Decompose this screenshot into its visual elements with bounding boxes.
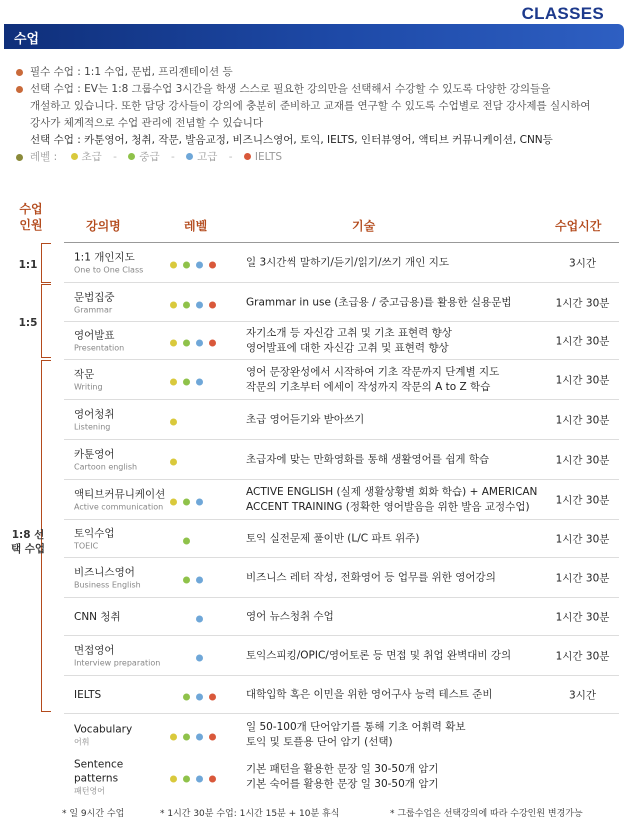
beginner-dot-icon: [170, 458, 177, 465]
footnote-daily-hours: * 일 9시간 수업: [62, 809, 125, 819]
beginner-dot-icon: [170, 301, 177, 308]
ielts-dot-icon: [209, 734, 216, 741]
course-time: 1시간 30분: [555, 335, 610, 347]
course-name: [74, 723, 169, 748]
course-name: [74, 290, 169, 315]
course-name-ko: 영어발표: [74, 329, 115, 341]
course-name: [74, 758, 169, 797]
course-levels: [170, 529, 230, 548]
required-text: 필수 수업 : 1:1 수업, 문법, 프리젠테이션 등: [30, 66, 233, 78]
course-name-en: Business English: [74, 580, 141, 589]
course-levels: [170, 607, 230, 626]
course-levels: [170, 685, 230, 704]
section-header-bar: [4, 24, 624, 49]
course-description: 대학입학 혹은 이민을 위한 영어구사 능력 테스트 준비: [246, 688, 493, 700]
level-ielts: IELTS: [254, 151, 283, 163]
course-name: [74, 250, 169, 275]
course-name: [74, 643, 169, 668]
header-class-time: 수업시간: [555, 219, 602, 233]
course-time: 1시간 30분: [555, 297, 610, 309]
course-name-ko: 액티브커뮤니케이션: [74, 488, 166, 500]
course-levels: [170, 568, 230, 587]
intermediate-dot-icon: [183, 498, 190, 505]
intro-required: [14, 64, 614, 81]
footnote-group-size: * 그룹수업은 선택강의에 따라 수강인원 변경가능: [390, 809, 583, 819]
bullet-icon: [16, 69, 23, 76]
course-time: 1시간 30분: [555, 572, 610, 584]
course-levels: [170, 331, 230, 350]
course-time: 1시간 30분: [555, 611, 610, 623]
course-name-en: 어휘: [74, 737, 90, 747]
advanced-dot-icon: [196, 615, 203, 622]
course-name-en: Presentation: [74, 343, 125, 352]
advanced-dot-icon: [196, 378, 203, 385]
table-row: [64, 400, 619, 440]
course-name-en: Listening: [74, 422, 111, 431]
course-description: 영어 문장완성에서 시작하여 기초 작문까지 단계별 지도 작문의 기초부터 에세이 작성까지 작문의 A to Z 학습: [246, 365, 500, 393]
table-row: [64, 714, 619, 756]
course-time: 1시간 30분: [555, 414, 610, 426]
ielts-dot-icon: [209, 693, 216, 700]
course-description: Grammar in use (초급용 / 중고급용)를 활용한 실용문법: [246, 296, 512, 308]
advanced-dot-icon: [196, 301, 203, 308]
table-row: [64, 598, 619, 636]
advanced-dot-icon: [196, 776, 203, 783]
advanced-dot-icon: [196, 654, 203, 661]
table-row: [64, 284, 619, 322]
intro-section: [14, 64, 614, 166]
ielts-dot-icon: [209, 776, 216, 783]
beginner-dot-icon: [170, 498, 177, 505]
table-row: [64, 558, 619, 598]
course-time: 1시간 30분: [555, 533, 610, 545]
course-time: 1시간 30분: [555, 374, 610, 386]
course-name-ko: IELTS: [74, 688, 102, 701]
course-levels: [170, 253, 230, 272]
course-description: 영어 뉴스청취 수업: [246, 610, 334, 622]
ielts-dot-icon: [244, 153, 251, 160]
beginner-dot-icon: [71, 153, 78, 160]
level-legend: 레벨 : 초급 - 중급 - 고급 - IELTS: [14, 149, 614, 166]
header-course-name: 강의명: [86, 219, 121, 233]
group-label-1to5: 1:5: [18, 317, 38, 329]
course-name-en: 패턴영어: [74, 786, 105, 796]
beginner-dot-icon: [170, 734, 177, 741]
course-name-ko: 토익수업: [74, 527, 115, 539]
table-row: [64, 756, 619, 798]
intermediate-dot-icon: [128, 153, 135, 160]
level-beginner: 초급: [81, 151, 102, 163]
advanced-dot-icon: [196, 339, 203, 346]
advanced-dot-icon: [196, 498, 203, 505]
course-description: 토익 실전문제 풀이반 (L/C 파트 위주): [246, 532, 420, 544]
course-description: 자기소개 등 자신감 고취 및 기초 표현력 향상 영어발표에 대한 자신감 고취 및 표현력 향상: [246, 326, 452, 354]
course-name: [74, 447, 169, 472]
course-time: 3시간: [569, 257, 596, 269]
beginner-dot-icon: [170, 339, 177, 346]
course-name-ko: 문법집중: [74, 291, 115, 303]
ielts-dot-icon: [209, 301, 216, 308]
course-name: [74, 367, 169, 392]
advanced-dot-icon: [196, 576, 203, 583]
course-name-ko: 비즈니스영어: [74, 566, 135, 578]
course-name-ko: 작문: [74, 368, 95, 380]
course-name: [74, 610, 169, 624]
beginner-dot-icon: [170, 261, 177, 268]
course-time: 1시간 30분: [555, 650, 610, 662]
course-levels: [170, 768, 230, 787]
course-description: 기본 패턴을 활용한 문장 일 30-50개 암기 기본 숙어를 활용한 문장 일 30-50개 암기: [246, 763, 439, 790]
intro-elective: [14, 81, 614, 98]
course-levels: [170, 293, 230, 312]
course-description: 초급 영어듣기와 받아쓰기: [246, 413, 365, 425]
course-name-ko: Vocabulary: [74, 723, 133, 736]
course-name-en: Cartoon english: [74, 462, 138, 471]
ielts-dot-icon: [209, 261, 216, 268]
course-name: [74, 688, 169, 702]
section-title: 수업: [14, 32, 40, 47]
course-levels: [170, 726, 230, 745]
bullet-icon: [16, 154, 23, 161]
course-description: ACTIVE ENGLISH (실제 생활상황별 회화 학습) + AMERICAN ACCENT TRAINING (정확한 영어발음을 위한 발음 교정수업): [246, 485, 538, 513]
course-name: [74, 407, 169, 432]
header-level: 레벨: [184, 219, 208, 233]
group-label-1to1: 1:1: [18, 259, 38, 271]
intermediate-dot-icon: [183, 378, 190, 385]
header-description: 기술: [352, 219, 376, 233]
advanced-dot-icon: [196, 734, 203, 741]
level-intermediate: 중급: [139, 151, 160, 163]
table-row: [64, 520, 619, 558]
group-label-1to8: 1:8 선택 수업: [10, 529, 46, 555]
intermediate-dot-icon: [183, 576, 190, 583]
course-levels: [170, 410, 230, 429]
table-row: [64, 676, 619, 714]
course-name-ko: 영어청취: [74, 408, 115, 420]
course-name-ko: CNN 청취: [74, 610, 121, 623]
course-name: [74, 328, 169, 353]
bullet-icon: [16, 86, 23, 93]
course-levels: [170, 450, 230, 469]
course-name: [74, 487, 169, 512]
level-advanced: 고급: [197, 151, 218, 163]
beginner-dot-icon: [170, 378, 177, 385]
elective-text-2: 개설하고 있습니다. 또한 담당 강사들이 강의에 충분히 준비하고 교재를 연구할 수 있도록 수업별로 전담 강사제를 실시하여: [30, 100, 591, 112]
course-name-en: Writing: [74, 382, 103, 391]
elective-list: 선택 수업 : 카툰영어, 청취, 작문, 발음교정, 비즈니스영어, 토익, IELTS, 인터뷰영어, 액티브 커뮤니케이션, CNN등: [30, 134, 553, 146]
course-levels: [170, 646, 230, 665]
intermediate-dot-icon: [183, 734, 190, 741]
course-name-ko: 1:1 개인지도: [74, 251, 135, 263]
course-time: 3시간: [569, 689, 596, 701]
course-name: [74, 565, 169, 590]
table-row: [64, 360, 619, 400]
course-name-en: Grammar: [74, 305, 113, 314]
table-row: [64, 440, 619, 480]
course-levels: [170, 370, 230, 389]
advanced-dot-icon: [196, 693, 203, 700]
course-name-en: TOEIC: [74, 541, 99, 550]
course-levels: [170, 490, 230, 509]
intermediate-dot-icon: [183, 261, 190, 268]
header-class-size: 수업 인원: [19, 202, 43, 232]
elective-text-1: 선택 수업 : EV는 1:8 그룹수업 3시간을 학생 스스로 필요한 강의만을 선택해서 수강할 수 있도록 다양한 강의들을: [30, 83, 551, 95]
level-label: 레벨 :: [30, 151, 58, 163]
elective-text-3: 강사가 체계적으로 수업 관리에 전념할 수 있습니다: [30, 117, 264, 129]
course-name-ko: 면접영어: [74, 644, 115, 656]
intermediate-dot-icon: [183, 537, 190, 544]
course-time: 1시간 30분: [555, 494, 610, 506]
course-name-ko: 카툰영어: [74, 448, 115, 460]
course-description: 토익스피킹/OPIC/영어토론 등 면접 및 취업 완벽대비 강의: [246, 649, 512, 661]
brand-label: CLASSES: [521, 4, 604, 23]
table-row: [64, 322, 619, 360]
intermediate-dot-icon: [183, 776, 190, 783]
advanced-dot-icon: [186, 153, 193, 160]
course-description: 비즈니스 레터 작성, 전화영어 등 업무를 위한 영어강의: [246, 571, 496, 583]
intermediate-dot-icon: [183, 301, 190, 308]
course-name-en: Active communication: [74, 502, 164, 511]
ielts-dot-icon: [209, 339, 216, 346]
course-description: 일 50-100개 단어암기를 통해 기초 어휘력 확보 토익 및 토플용 단어 암기 (선택): [246, 721, 466, 748]
table-row: [64, 243, 619, 283]
course-description: 초급자에 맞는 만화영화를 통해 생활영어를 쉽게 학습: [246, 453, 490, 465]
course-name-ko: Sentence patterns: [74, 758, 124, 785]
beginner-dot-icon: [170, 418, 177, 425]
course-time: 1시간 30분: [555, 454, 610, 466]
table-row: [64, 636, 619, 676]
intermediate-dot-icon: [183, 693, 190, 700]
course-description: 일 3시간씩 말하기/듣기/읽기/쓰기 개인 지도: [246, 256, 450, 268]
advanced-dot-icon: [196, 261, 203, 268]
footnote-session-length: * 1시간 30분 수업: 1시간 15분 + 10분 휴식: [160, 809, 340, 819]
beginner-dot-icon: [170, 776, 177, 783]
course-name: [74, 526, 169, 551]
course-name-en: One to One Class: [74, 265, 144, 274]
intermediate-dot-icon: [183, 339, 190, 346]
table-row: [64, 480, 619, 520]
course-name-en: Interview preparation: [74, 658, 161, 667]
